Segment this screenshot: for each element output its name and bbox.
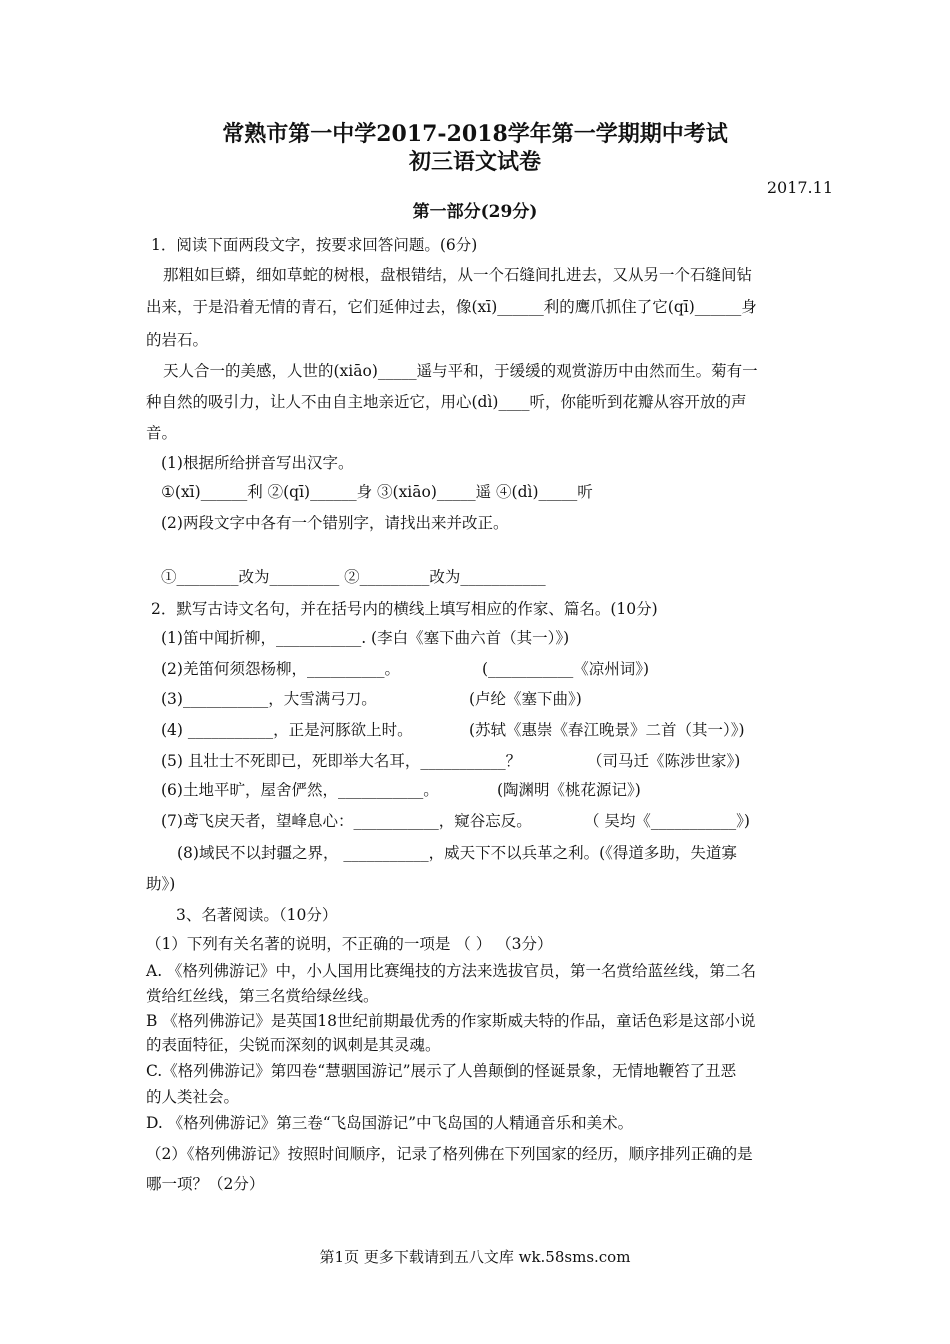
q2-item-source: (苏轼《惠崇《春江晚景》二首（其一）》) [469, 721, 745, 739]
q2-item: (4) ___________，正是河豚欲上时。 [161, 721, 413, 739]
page-footer: 第1页 更多下载请到五八文库 wk.58sms.com [319, 1248, 631, 1266]
exam-subtitle: 初三语文试卷 [408, 149, 541, 175]
q3-option-b: 的表面特征，尖锐而深刻的讽刺是其灵魂。 [146, 1036, 441, 1054]
q1-prompt: 1．阅读下面两段文字，按要求回答问题。(6分) [151, 236, 478, 254]
q1-sub1-answer: ①(xī)______利 ②(qī)______身 ③(xiāo)_____遥 ④(dì)_____听 [161, 483, 593, 501]
q2-item-source: （ 吴均《___________》) [584, 812, 750, 830]
q1-passage1-line: 那粗如巨蟒，细如草蛇的树根，盘根错结，从一个石缝间扎进去，又从另一个石缝间钻 [163, 266, 753, 284]
q3-option-c: 的人类社会。 [146, 1088, 240, 1106]
q1-passage2-line: 天人合一的美感，人世的(xiāo)_____遥与平和，于缓缓的观赏游历中由然而生。菊有一 [163, 362, 758, 380]
q1-sub2-answer: ①________改为_________ ②_________改为___________ [161, 568, 546, 586]
q2-item: (5) 且壮士不死即已，死即举大名耳，___________？ [161, 752, 522, 770]
q2-item: (2)羌笛何须怨杨柳，__________。 [161, 660, 400, 678]
q2-item: 助》) [146, 875, 176, 893]
q2-item: (8)域民不以封疆之界， ___________，威天下不以兵革之利。(《得道多助，失道寡 [177, 844, 737, 862]
q1-passage2-line: 音。 [146, 424, 178, 442]
q1-passage1-line: 的岩石。 [146, 331, 209, 349]
part-title: 第一部分(29分) [412, 202, 538, 222]
q2-item-source: （司马迁《陈涉世家》) [587, 752, 741, 770]
q3-option-b: B 《格列佛游记》是英国18世纪前期最优秀的作家斯威夫特的作品，童话色彩是这部小说 [146, 1012, 756, 1030]
exam-title: 常熟市第一中学2017-2018学年第一学期期中考试 [222, 121, 728, 147]
q3-sub2: 哪一项？（2分） [146, 1175, 265, 1193]
q2-item: (6)土地平旷，屋舍俨然，___________。 [161, 781, 439, 799]
q3-option-d: D. 《格列佛游记》第三卷“飞岛国游记”中飞岛国的人精通音乐和美术。 [146, 1114, 634, 1132]
q3-option-a: 赏给红丝线，第三名赏给绿丝线。 [146, 987, 379, 1005]
q2-item-source: (___________《凉州词》) [482, 660, 650, 678]
q2-item: (1)笛中闻折柳，___________. (李白《塞下曲六首（其一）》) [161, 629, 570, 647]
q3-sub1: （1）下列有关名著的说明，不正确的一项是 （ ） （3分） [146, 935, 553, 953]
q2-prompt: 2．默写古诗文名句，并在括号内的横线上填写相应的作家、篇名。(10分) [151, 600, 658, 618]
q2-item-source: (陶渊明《桃花源记》) [497, 781, 641, 799]
q2-item: (3)___________，大雪满弓刀。 [161, 690, 377, 708]
q3-option-a: A. 《格列佛游记》中，小人国用比赛绳技的方法来选拔官员，第一名赏给蓝丝线，第二名 [146, 962, 757, 980]
q2-item: (7)鸢飞戾天者，望峰息心：___________，窥谷忘反。 [161, 812, 532, 830]
q2-item-source: (卢纶《塞下曲》) [469, 690, 582, 708]
q3-prompt: 3、名著阅读。（10分） [176, 906, 338, 924]
q3-sub2: （2）《格列佛游记》按照时间顺序，记录了格列佛在下列国家的经历，顺序排列正确的是 [146, 1145, 753, 1163]
exam-date: 2017.11 [766, 178, 833, 197]
q1-passage1-line: 出来，于是沿着无情的青石，它们延伸过去，像(xī)______利的鹰爪抓住了它(qī)______身 [146, 298, 757, 316]
q1-passage2-line: 种自然的吸引力，让人不由自主地亲近它，用心(dì)____听，你能听到花瓣从容开放的声 [146, 393, 747, 411]
q1-sub1: (1)根据所给拼音写出汉字。 [161, 454, 354, 472]
q3-option-c: C.《格列佛游记》第四卷“慧骃国游记”展示了人兽颠倒的怪诞景象，无情地鞭笞了丑恶 [146, 1062, 737, 1080]
q1-sub2: (2)两段文字中各有一个错别字，请找出来并改正。 [161, 514, 509, 532]
